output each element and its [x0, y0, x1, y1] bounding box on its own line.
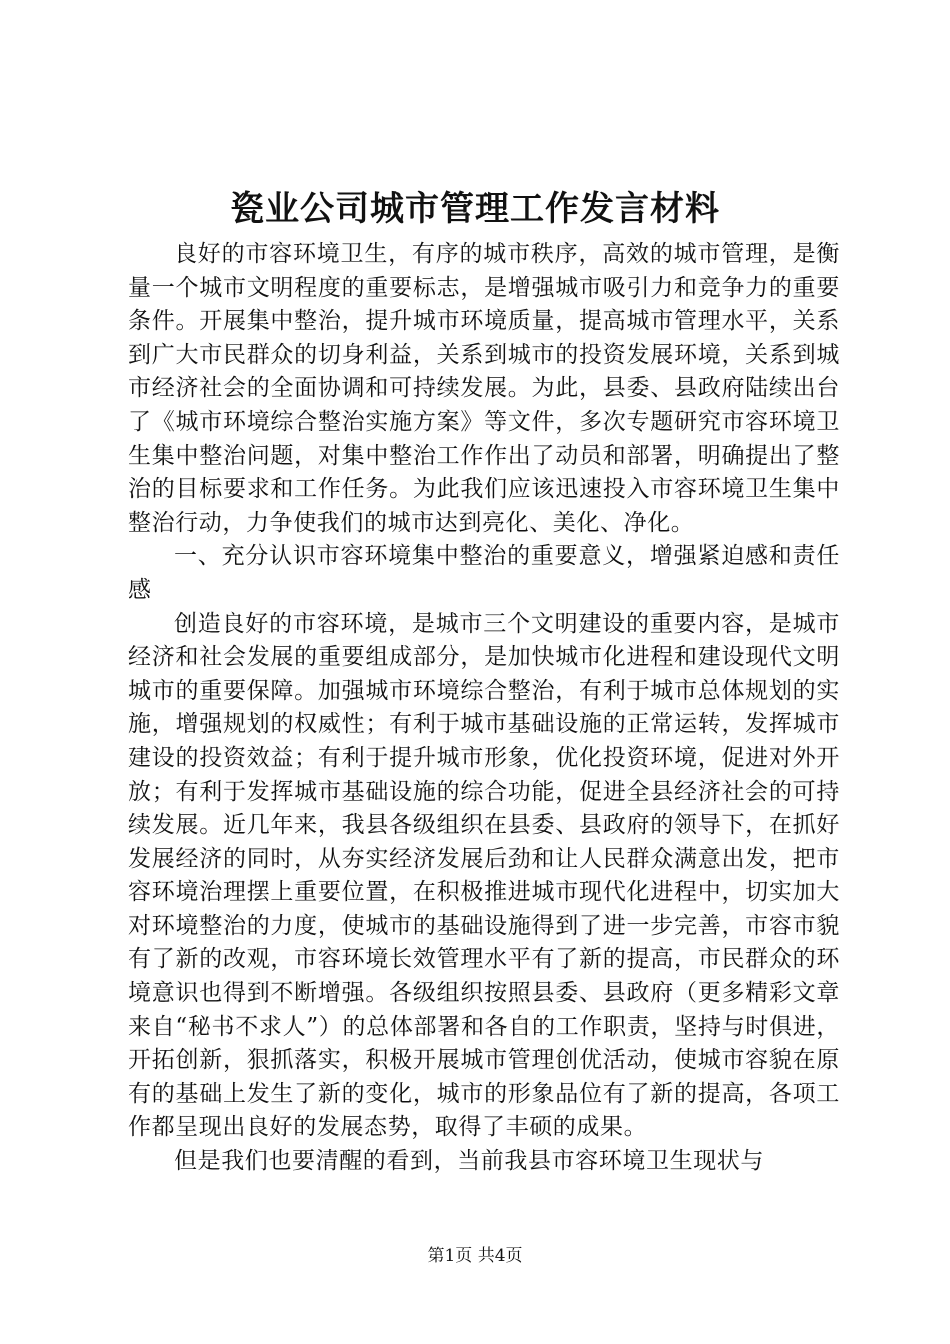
- section-heading: 一、充分认识市容环境集中整治的重要意义，增强紧迫感和责任感: [128, 543, 840, 603]
- paragraph: 但是我们也要清醒的看到，当前我县市容环境卫生现状与: [174, 1148, 764, 1175]
- paragraph: 创造良好的市容环境，是城市三个文明建设的重要内容，是城市经济和社会发展的重要组成部分，是加快城市化进程和建设现代文明城市的重要保障。加强城市环境综合整治，有利于城市总体规划的实施，增强规划的权威性；有利于城市基础设施的正常运转，发挥城市建设的投资效益；有利于提升城市形象，优化投资环境，促进对外开放；有利于发挥城市基础设施的综合功能，促进全县经济社会的可持续发展。近几年来，我县各级组织在县委、县政府的领导下，在抓好发展经济的同时，从夯实经济发展后劲和让人民群众满意出发，把市容环境治理摆上重要位置，在积极推进城市现代化进程中，切实加大对环境整治的力度，使城市的基础设施得到了进一步完善，市容市貌有了新的改观，市容环境长效管理水平有了新的提高，市民群众的环境意识也得到不断增强。各级组织按照县委、县政府（更多精彩文章来自“秘书不求人”）的总体部署和各自的工作职责，坚持与时俱进，开拓创新，狠抓落实，积极开展城市管理创优活动，使城市容貌在原有的基础上发生了新的变化，城市的形象品位有了新的提高，各项工作都呈现出良好的发展态势，取得了丰硕的成果。: [128, 610, 840, 1141]
- document-body: [128, 238, 840, 1179]
- paragraph: 良好的市容环境卫生，有序的城市秩序，高效的城市管理，是衡量一个城市文明程度的重要标志，是增强城市吸引力和竞争力的重要条件。开展集中整治，提升城市环境质量，提高城市管理水平，关系到广大市民群众的切身利益，关系到城市的投资发展环境，关系到城市经济社会的全面协调和可持续发展。为此，县委、县政府陆续出台了《城市环境综合整治实施方案》等文件，多次专题研究市容环境卫生集中整治问题，对集中整治工作作出了动员和部署，明确提出了整治的目标要求和工作任务。为此我们应该迅速投入市容环境卫生集中整治行动，力争使我们的城市达到亮化、美化、净化。: [128, 241, 840, 536]
- page-footer: 第1页 共4页: [427, 1246, 523, 1266]
- document-title: 瓷业公司城市管理工作发言材料: [230, 189, 720, 229]
